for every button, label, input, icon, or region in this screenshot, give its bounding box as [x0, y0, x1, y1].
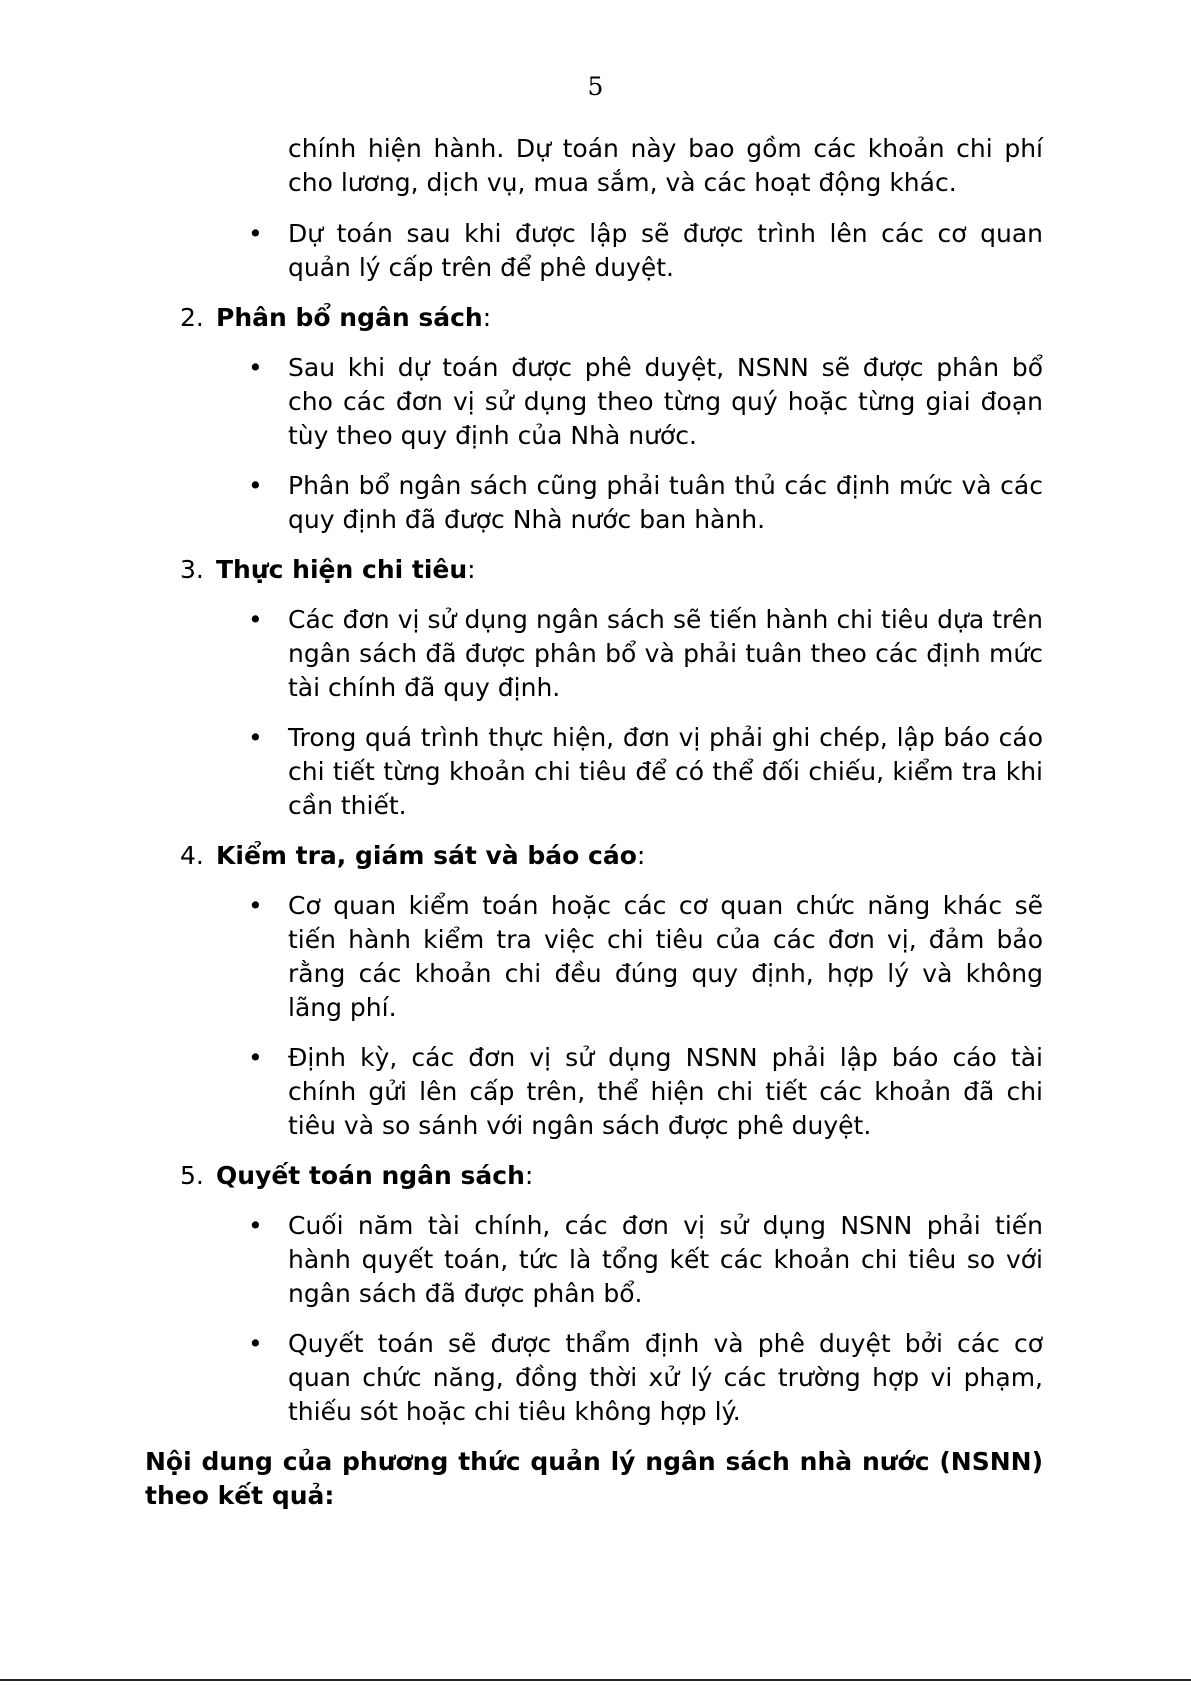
section-number: 2.: [180, 303, 204, 332]
section-heading-2: [145, 301, 1043, 335]
bullet-icon: •: [248, 723, 263, 752]
bullet-text: Cuối năm tài chính, các đơn vị sử dụng NSNN phải tiến hành quyết toán, tức là tổng kết các khoản chi tiêu so với ngân sách đã được phân bổ.: [288, 1211, 1043, 1308]
bullet-text: Trong quá trình thực hiện, đơn vị phải ghi chép, lập báo cáo chi tiết từng khoản chi tiêu để có thể đối chiếu, kiểm tra khi cần thiết.: [288, 723, 1043, 820]
bullet-icon: •: [248, 219, 263, 248]
section-heading-4: [145, 839, 1043, 873]
bullet-text: chính hiện hành. Dự toán này bao gồm các khoản chi phí cho lương, dịch vụ, mua sắm, và các hoạt động khác.: [288, 134, 1043, 197]
document-body: [145, 132, 1043, 1513]
list-item: [145, 132, 1043, 200]
section-number: 5.: [180, 1161, 204, 1190]
list-item: [145, 721, 1043, 823]
bullet-text: Sau khi dự toán được phê duyệt, NSNN sẽ được phân bổ cho các đơn vị sử dụng theo từng quý hoặc từng giai đoạn tùy theo quy định của Nhà nước.: [288, 353, 1043, 450]
bullet-icon: •: [248, 605, 263, 634]
section-title: Phân bổ ngân sách: [216, 303, 483, 332]
page-bottom-rule: [0, 1679, 1191, 1681]
bullet-icon: •: [248, 1211, 263, 1240]
list-item: [145, 1327, 1043, 1429]
list-item: [145, 1041, 1043, 1143]
section-title: Kiểm tra, giám sát và báo cáo: [216, 841, 637, 870]
heading-colon: :: [636, 841, 646, 870]
section-number: 3.: [180, 555, 204, 584]
bullet-icon: •: [248, 1329, 263, 1358]
section-heading-5: [145, 1159, 1043, 1193]
bullet-icon: •: [248, 471, 263, 500]
bullet-text: Cơ quan kiểm toán hoặc các cơ quan chức năng khác sẽ tiến hành kiểm tra việc chi tiêu của các đơn vị, đảm bảo rằng các khoản chi đều đúng quy định, hợp lý và không lãng phí.: [288, 891, 1043, 1022]
bullet-icon: •: [248, 353, 263, 382]
bullet-text: Định kỳ, các đơn vị sử dụng NSNN phải lập báo cáo tài chính gửi lên cấp trên, thể hiện chi tiết các khoản đã chi tiêu và so sánh với ngân sách được phê duyệt.: [288, 1043, 1043, 1140]
list-item: [145, 889, 1043, 1025]
bullet-text: Quyết toán sẽ được thẩm định và phê duyệt bởi các cơ quan chức năng, đồng thời xử lý các trường hợp vi phạm, thiếu sót hoặc chi tiêu không hợp lý.: [288, 1329, 1043, 1426]
heading-colon: :: [524, 1161, 534, 1190]
bullet-text: Các đơn vị sử dụng ngân sách sẽ tiến hành chi tiêu dựa trên ngân sách đã được phân bổ và phải tuân theo các định mức tài chính đã quy định.: [288, 605, 1043, 702]
section-heading-3: [145, 553, 1043, 587]
closing-heading: Nội dung của phương thức quản lý ngân sách nhà nước (NSNN) theo kết quả:: [145, 1447, 1043, 1510]
list-item: [145, 217, 1043, 285]
bullet-text: Phân bổ ngân sách cũng phải tuân thủ các định mức và các quy định đã được Nhà nước ban hành.: [288, 471, 1043, 534]
heading-colon: :: [467, 555, 476, 584]
page-number: 5: [587, 72, 604, 101]
list-item: [145, 1209, 1043, 1311]
bullet-text: Dự toán sau khi được lập sẽ được trình lên các cơ quan quản lý cấp trên để phê duyệt.: [288, 219, 1043, 282]
heading-colon: :: [482, 303, 492, 332]
section-number: 4.: [180, 841, 204, 870]
section-title: Thực hiện chi tiêu: [216, 555, 468, 584]
bullet-icon: •: [248, 1043, 263, 1072]
list-item: [145, 469, 1043, 537]
list-item: [145, 603, 1043, 705]
bullet-icon: •: [248, 891, 263, 920]
list-item: [145, 351, 1043, 453]
section-title: Quyết toán ngân sách: [216, 1161, 525, 1190]
